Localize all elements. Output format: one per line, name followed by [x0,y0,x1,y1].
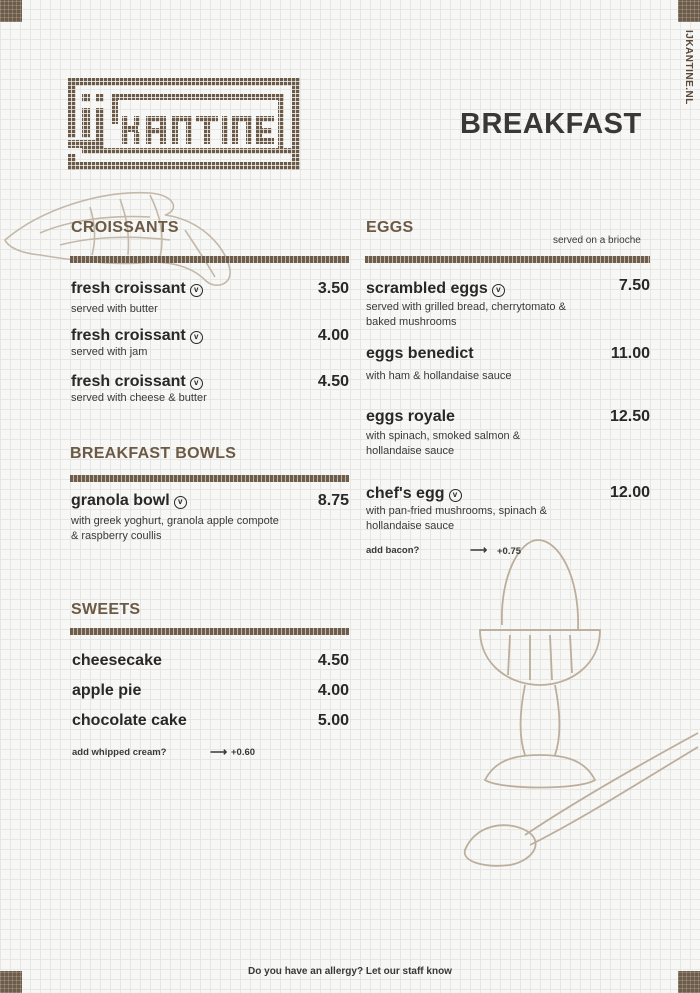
section-heading-eggs: EGGS [366,219,414,236]
menu-item-name: chocolate cake [72,712,187,729]
vegetarian-icon: v [190,284,203,297]
section-heading-breakfast-bowls: BREAKFAST BOWLS [70,445,237,462]
menu-item-price: 4.50 [317,652,349,669]
arrow-right-icon: ⟶ [470,543,488,557]
section-divider [70,256,349,263]
section-divider [70,475,349,482]
menu-item-description: served with jam [71,346,148,358]
menu-item-name: eggs royale [366,408,455,425]
menu-item-name: chef's egg v [366,485,462,503]
menu-item-name: apple pie [72,682,142,699]
website-label: IJKANTINE.NL [683,30,694,105]
menu-item-name: fresh croissant v [71,327,203,345]
menu-item-description: served with cheese & butter [71,392,207,404]
section-divider [365,256,650,263]
menu-item-description: with greek yoghurt, granola apple compote & raspberry coullis [71,515,279,542]
menu-item-price: 3.50 [317,280,349,297]
addon-label: add bacon? [366,545,420,556]
menu-item-price: 12.50 [609,408,650,425]
allergy-footer: Do you have an allergy? Let our staff know [248,966,452,977]
menu-item-name: eggs benedict [366,345,474,362]
corner-ornament [0,0,22,22]
vegetarian-icon: v [492,284,505,297]
section-divider [70,628,349,635]
menu-item-price: 4.00 [317,682,349,699]
menu-item-name: fresh croissant v [71,280,203,298]
section-heading-sweets: SWEETS [71,601,141,618]
menu-item-description: with pan-fried mushrooms, spinach & hollandaise sauce [366,505,547,532]
vegetarian-icon: v [190,377,203,390]
section-note: served on a brioche [553,235,641,246]
menu-item-name: fresh croissant v [71,373,203,391]
page-title: BREAKFAST [460,108,642,140]
menu-item-description: served with butter [71,303,158,315]
ijkantine-logo [68,78,300,170]
menu-item-price: 4.00 [317,327,349,344]
menu-item-price: 5.00 [317,712,349,729]
vegetarian-icon: v [449,489,462,502]
egg-cup-illustration [440,535,700,870]
menu-item-description: served with grilled bread, cherrytomato & baked mushrooms [366,301,566,328]
menu-item-description: with spinach, smoked salmon & hollandaise sauce [366,430,521,457]
menu-item-price: 8.75 [317,492,349,509]
addon-price: +0.60 [231,747,256,758]
addon-label: add whipped cream? [72,747,167,758]
corner-ornament [678,0,700,22]
vegetarian-icon: v [174,496,187,509]
section-heading-croissants: CROISSANTS [71,219,179,236]
addon-price: +0.75 [497,546,522,557]
menu-item-price: 4.50 [317,373,349,390]
vegetarian-icon: v [190,331,203,344]
menu-item-name: cheesecake [72,652,162,669]
arrow-right-icon: ⟶ [210,745,228,759]
menu-item-price: 12.00 [609,484,650,501]
menu-item-price: 11.00 [610,345,650,362]
menu-item-description: with ham & hollandaise sauce [366,370,512,382]
menu-item-name: granola bowl v [71,492,187,510]
menu-item-price: 7.50 [618,277,650,294]
menu-item-name: scrambled eggs v [366,280,505,298]
